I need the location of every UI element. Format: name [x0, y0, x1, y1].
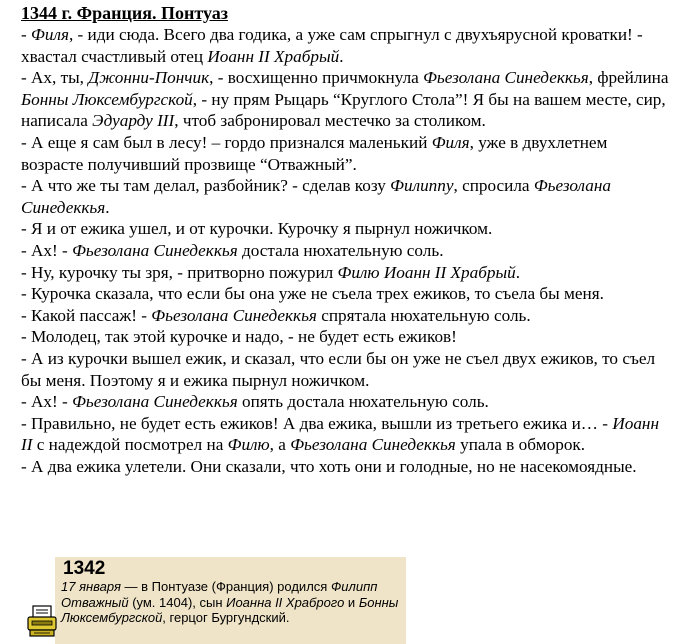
- text-run: упала в обморок.: [455, 435, 586, 455]
- text-run: -: [21, 25, 32, 44]
- text-run: , - восхищенно причмокнула: [209, 68, 424, 88]
- text-run: - А из курочки вышел ежик, и сказал, что если бы он уже не съел двух ежиков, то съел бы меня. Поэтому я и ежика пырнул ножичком.: [21, 348, 656, 390]
- text-run: - Курочка сказала, что если бы она уже не съела трех ежиков, то съела бы меня.: [21, 284, 604, 304]
- italic-name: Джонни-Пончик: [88, 68, 210, 88]
- text-run: , - ну прям Рыцарь “Круглого Стола”! Я бы на вашем месте, сир, написала: [21, 89, 666, 131]
- italic-name: Иоанн II Храбрый: [207, 46, 340, 66]
- italic-name: Филиппу: [390, 176, 454, 196]
- dialogue-line: [21, 413, 671, 456]
- italic-name: Эдуарду III: [92, 111, 175, 131]
- dialogue-line: [21, 283, 671, 305]
- text-run: , уже в двухлетнем возрасте получивший прозвище “Отважный”.: [21, 132, 608, 174]
- italic-name: Филю: [227, 435, 270, 455]
- chronicle-inset: [55, 557, 406, 644]
- italic-name: Филя: [431, 132, 470, 152]
- text-run: , чтоб забронировал местечко за столиком.: [174, 111, 486, 131]
- printer-icon[interactable]: [26, 604, 58, 638]
- text-run: — в Понтуазе (Франция) родился: [120, 579, 331, 594]
- italic-name: Филя: [31, 25, 69, 44]
- text-run: с надеждой посмотрел на: [32, 435, 228, 455]
- dialogue-line: [21, 132, 671, 175]
- text-run: - Какой пассаж! -: [21, 305, 152, 325]
- story-text: [21, 24, 671, 477]
- dialogue-line: [21, 348, 671, 391]
- italic-name: Иоанн II: [21, 413, 659, 455]
- text-run: - Ах, ты,: [21, 68, 89, 88]
- italic-name: Филипп Отважный: [61, 579, 378, 610]
- italic-name: Фьезолана Синедеккья: [151, 305, 317, 325]
- text-run: - А что же ты там делал, разбойник? - сделав козу: [21, 176, 391, 196]
- text-run: - А два ежика улетели. Они сказали, что хоть они и голодные, но не насекомоядные.: [21, 456, 637, 476]
- page-title: 1344 г. Франция. Понтуаз: [21, 3, 228, 23]
- text-run: - А еще я сам был в лесу! – гордо признался маленький: [21, 132, 432, 152]
- dialogue-line: [21, 24, 671, 67]
- text-run: , герцог Бургундский.: [162, 610, 290, 625]
- dialogue-line: [21, 240, 671, 262]
- dialogue-line: [21, 326, 671, 348]
- inset-year: 1342: [63, 558, 106, 579]
- italic-name: Фьезолана Синедеккья: [21, 176, 611, 217]
- text-run: .: [515, 262, 520, 282]
- text-run: .: [105, 197, 110, 217]
- text-run: , - иди сюда. Всего два годика, а уже сам спрыгнул с двухъярусной кроватки! - хвастал счастливый отец: [21, 25, 643, 66]
- text-run: - Молодец, так этой курочке и надо, - не будет есть ежиков!: [21, 327, 457, 347]
- text-run: спрятала нюхательную соль.: [316, 305, 531, 325]
- text-run: - Я и от ежика ушел, и от курочки. Курочку я пырнул ножичком.: [21, 219, 493, 239]
- dialogue-line: [21, 218, 671, 240]
- inset-text: [61, 579, 403, 626]
- text-run: и: [344, 594, 359, 610]
- italic-name: Бонны Люксембургской: [21, 89, 193, 109]
- dialogue-line: [21, 262, 671, 284]
- text-run: - Ах! -: [21, 392, 73, 412]
- text-run: .: [339, 46, 344, 66]
- italic-name: Фьезолана Синедеккья: [290, 435, 456, 455]
- dialogue-line: [21, 391, 671, 413]
- italic-name: Иоанна II Храброго: [226, 594, 345, 610]
- text-run: (ум. 1404), сын: [128, 594, 227, 610]
- dialogue-line: [21, 67, 671, 132]
- italic-name: Бонны Люксембургской: [61, 594, 399, 625]
- text-run: , фрейлина: [588, 68, 669, 88]
- italic-name: Филю Иоанн II Храбрый: [337, 262, 516, 282]
- text-run: , спросила: [453, 176, 534, 196]
- text-run: , а: [269, 435, 291, 455]
- text-run: - Ах! -: [21, 240, 73, 260]
- italic-name: 17 января: [61, 579, 121, 594]
- dialogue-line: [21, 305, 671, 327]
- text-run: - Ну, курочку ты зря, - притворно пожурил: [21, 262, 338, 282]
- dialogue-line: [21, 175, 671, 218]
- italic-name: Фьезолана Синедеккья: [72, 392, 238, 412]
- italic-name: Фьезолана Синедеккья: [423, 68, 589, 88]
- text-run: опять достала нюхательную соль.: [237, 392, 489, 412]
- text-run: достала нюхательную соль.: [237, 240, 444, 260]
- italic-name: Фьезолана Синедеккья: [72, 240, 238, 260]
- document: [21, 2, 671, 477]
- dialogue-line: [21, 456, 671, 478]
- text-run: - Правильно, не будет есть ежиков! А два ежика, вышли из третьего ежика и… -: [21, 413, 613, 433]
